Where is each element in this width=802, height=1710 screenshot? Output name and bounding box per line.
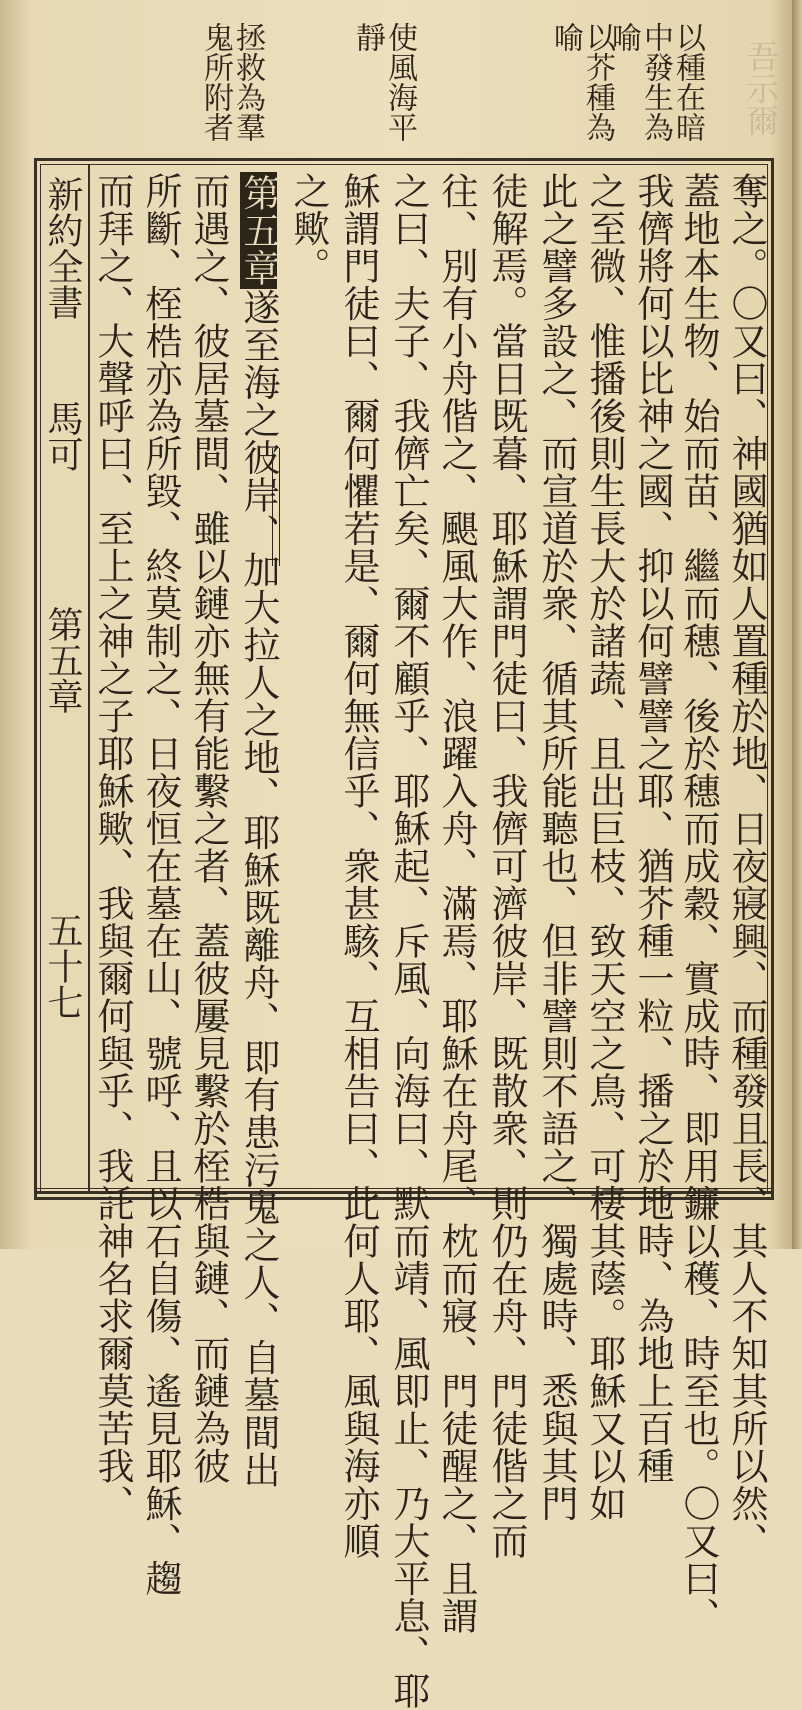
margin-note-1a: 以種在暗 (670, 22, 705, 142)
body-column-2: 蓋地本生物、始而苗、繼而穗、後於穗而成穀、實成時、即用鐮以穫、時至也。〇又曰、 (677, 172, 720, 1635)
page-number: 五十七 (42, 912, 83, 1020)
body-column-1: 奪之。〇又曰、神國猶如人置種於地、日夜寢興、而種發且長、其人不知其所以然、 (725, 172, 768, 1560)
margin-note-1c: 喻 (606, 22, 641, 52)
body-column-12: 而遇之、彼居墓間、雖以鏈亦無有能繫之者、蓋彼屢見繫於桎梏與鏈、而鏈為彼 (187, 172, 230, 1485)
margin-note-3b: 靜 (350, 22, 385, 52)
body-column-4: 之至微、惟播後則生長大於諸蔬、且出巨枝、致天空之鳥、可棲其蔭。耶穌又以如 (583, 172, 626, 1522)
margin-note-3a: 使風海平 (382, 22, 417, 142)
margin-note-4a: 拯救為羣 (230, 22, 265, 142)
body-column-10: 之歟。 (287, 172, 330, 285)
margin-note-2a: 以芥種為 (580, 22, 615, 142)
body-column-5: 此之譬多設之、而宣道於衆、循其所能聽也、但非譬則不語之、獨處時、悉與其門 (535, 172, 578, 1522)
body-column-6: 徒解焉。當日既暮、耶穌謂門徒曰、我儕可濟彼岸、既散衆、則仍在舟、門徒偕之而 (485, 172, 528, 1560)
place-name-mark (272, 448, 280, 566)
margin-note-4b: 鬼所附者 (198, 22, 233, 142)
body-column-11 (237, 172, 280, 1489)
body-column-13: 所斷、桎梏亦為所毀、終莫制之、日夜恒在墓在山、號呼、且以石自傷、遙見耶穌、趨 (139, 172, 182, 1597)
chapter-label: 第五章 (42, 606, 83, 714)
faded-bleed-text: 吾示爾 (742, 40, 780, 136)
body-column-8: 之曰、夫子、我儕亡矣、爾不顧乎、耶穌起、斥風、向海曰、默而靖、風即止、乃大平息、耶 (387, 172, 430, 1710)
side-column-divider (88, 164, 90, 1194)
body-column-7: 往、別有小舟偕之、颶風大作、浪躍入舟、滿焉、耶穌在舟尾、枕而寢、門徒醒之、且謂 (435, 172, 478, 1635)
body-column-14: 而拜之、大聲呼曰、至上之神之子耶穌歟、我與爾何與乎、我託神名求爾莫苦我、 (91, 172, 134, 1522)
body-column-9: 穌謂門徒曰、爾何懼若是、爾何無信乎、衆甚駭、互相告曰、此何人耶、風與海亦順 (337, 172, 380, 1560)
chapter-badge: 第五章 (237, 174, 280, 287)
page-edge-shadow (792, 0, 802, 1249)
margin-note-2b: 喻 (548, 22, 583, 52)
book-title: 新約全書 (42, 176, 83, 320)
body-column-3: 我儕將何以比神之國、抑以何譬譬之耶、猶芥種一粒、播之於地時、為地上百種 (631, 172, 674, 1485)
margin-note-1b: 中發生為 (638, 22, 673, 142)
body-column-11-text: 遂至海之彼岸、加大拉人之地、耶穌既離舟、即有患污鬼之人、自墓間出 (237, 288, 280, 1489)
book-name: 馬可 (42, 400, 83, 472)
